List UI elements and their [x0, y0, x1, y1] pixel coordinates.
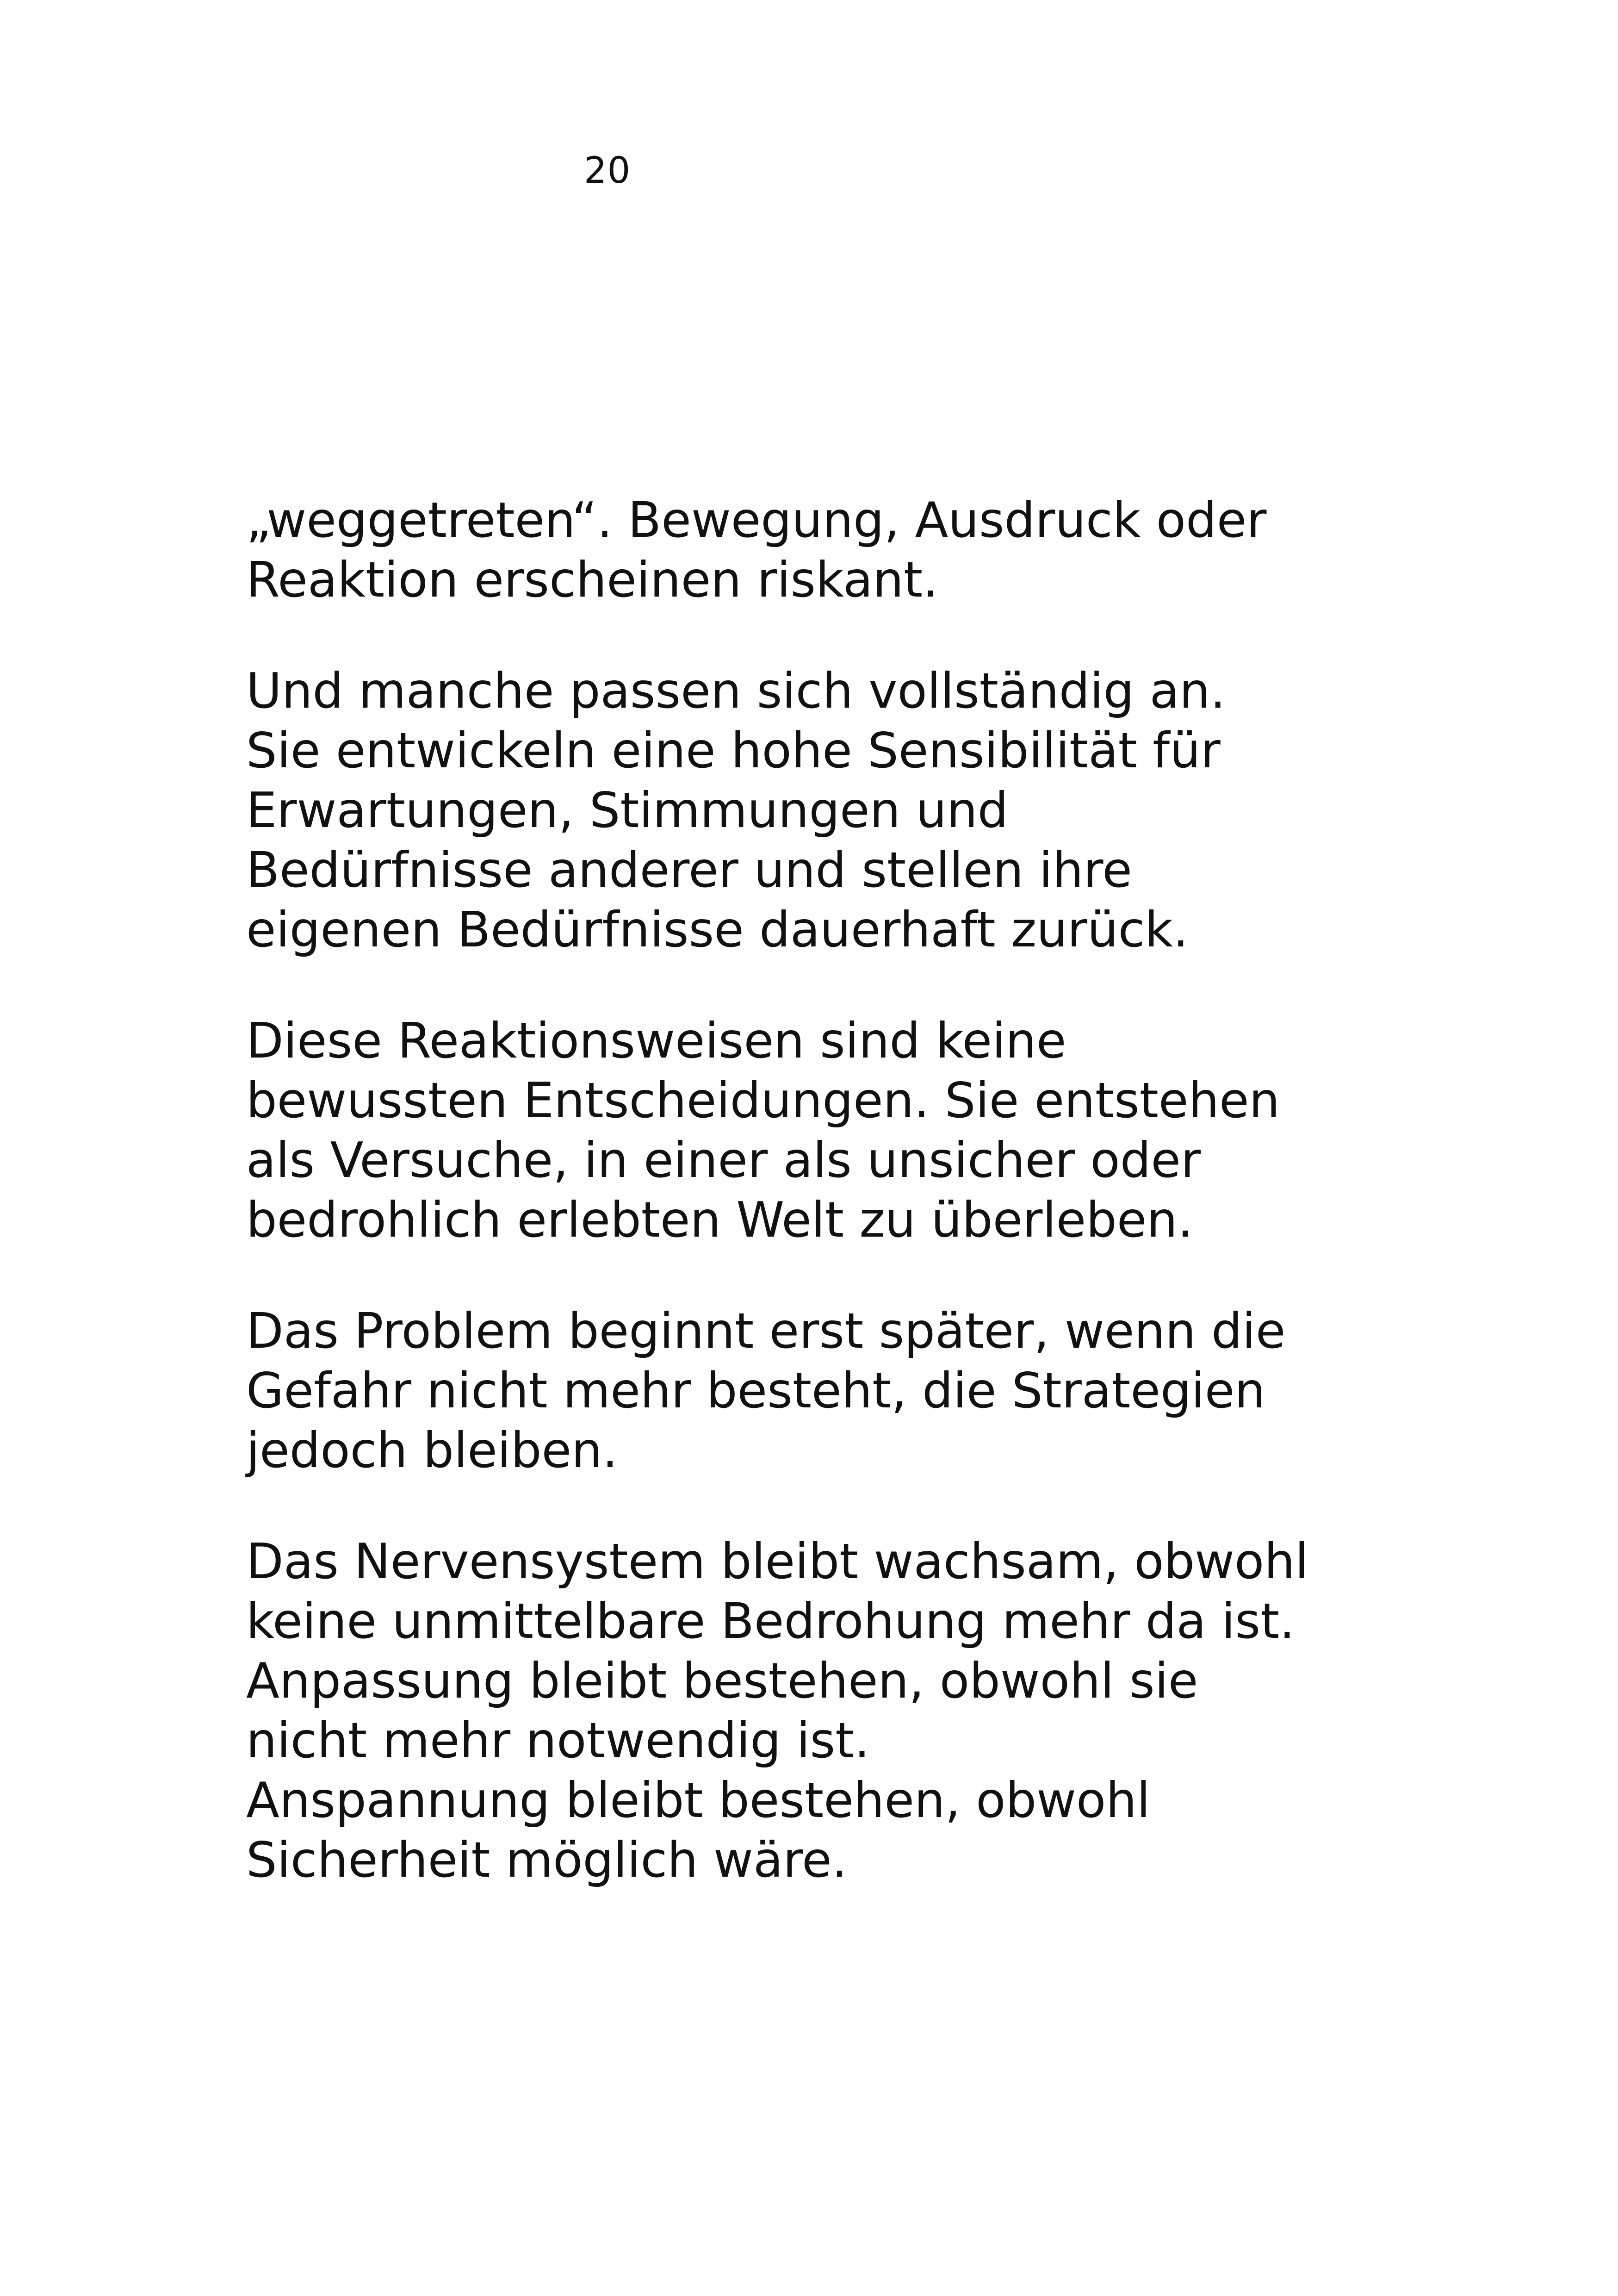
text-line: als Versuche, in einer als unsicher oder	[246, 1132, 1201, 1188]
text-line: Das Problem beginnt erst später, wenn die	[246, 1303, 1286, 1359]
paragraph	[246, 1011, 1310, 1250]
text-line: Sie entwickeln eine hohe Sensibilität für	[246, 722, 1221, 779]
text-line: Sicherheit möglich wäre.	[246, 1832, 848, 1888]
text-line: Reaktion erscheinen riskant.	[246, 552, 938, 608]
text-line: jedoch bleiben.	[246, 1422, 618, 1479]
text-line: nicht mehr notwendig ist.	[246, 1712, 870, 1769]
text-line: Gefahr nicht mehr besteht, die Strategien	[246, 1363, 1265, 1419]
paragraph	[246, 661, 1310, 960]
paragraph	[246, 1532, 1310, 1890]
paragraph	[246, 491, 1310, 610]
paragraph	[246, 1301, 1310, 1481]
text-line: Bedürfnisse anderer und stellen ihre	[246, 842, 1132, 898]
body-text	[246, 491, 1310, 1941]
page-number: 20	[584, 150, 631, 192]
text-line: „weggetreten“. Bewegung, Ausdruck oder	[246, 492, 1267, 548]
text-line: Anpassung bleibt bestehen, obwohl sie	[246, 1653, 1198, 1709]
text-line: Und manche passen sich vollständig an.	[246, 663, 1226, 719]
text-line: bedrohlich erlebten Welt zu überleben.	[246, 1192, 1193, 1248]
text-line: keine unmittelbare Bedrohung mehr da ist.	[246, 1593, 1295, 1649]
text-line: eigenen Bedürfnisse dauerhaft zurück.	[246, 902, 1189, 958]
text-line: Diese Reaktionsweisen sind keine	[246, 1013, 1066, 1069]
text-line: Anspannung bleibt bestehen, obwohl	[246, 1772, 1150, 1829]
text-line: Das Nervensystem bleibt wachsam, obwohl	[246, 1533, 1308, 1590]
text-line: bewussten Entscheidungen. Sie entstehen	[246, 1072, 1280, 1129]
text-line: Erwartungen, Stimmungen und	[246, 782, 1009, 839]
